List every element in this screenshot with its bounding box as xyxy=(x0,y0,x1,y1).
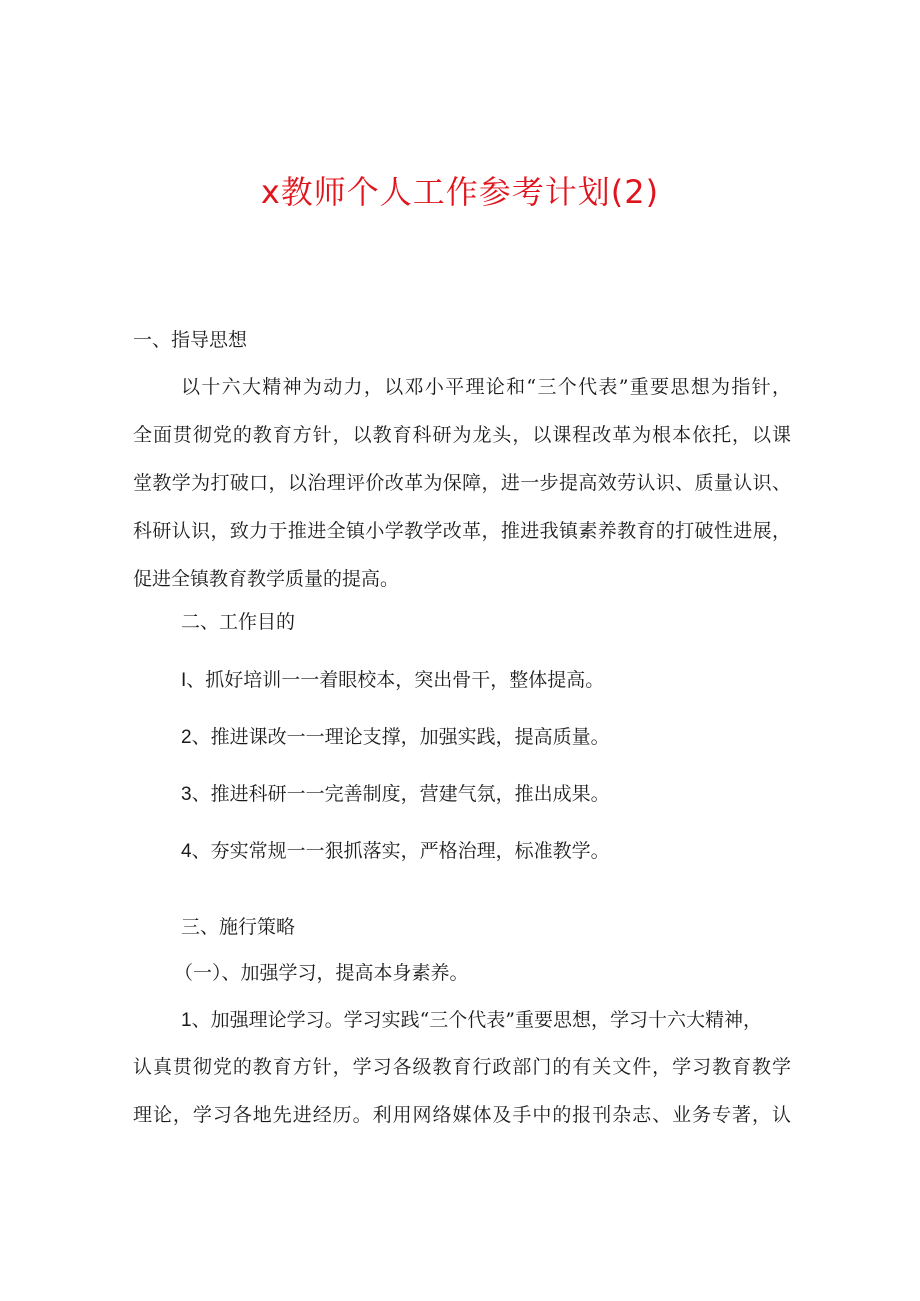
goal-item-number: 3、 xyxy=(181,784,211,805)
strategy-item-text: 加强理论学习。学习实践“三个代表”重要思想，学习十六大精神， xyxy=(210,1009,763,1031)
section1-line-4: 科研认识，致力于推进全镇小学教学改革，推进我镇素养教育的打破性进展， xyxy=(133,520,791,542)
goal-item-text: 推进课改一一理论支撑，加强实践，提高质量。 xyxy=(210,726,610,748)
section1-line-5: 促进全镇教育教学质量的提高。 xyxy=(133,568,400,590)
goal-item-4 xyxy=(181,836,610,867)
goal-item-text: 抓好培训一一着眼校本，突出骨干，整体提高。 xyxy=(205,669,605,691)
goal-item-number: I、 xyxy=(181,670,206,691)
section2-heading: 二、工作目的 xyxy=(181,611,296,633)
strategy-item-1-first-line xyxy=(181,1005,762,1036)
section3-heading: 三、施行策略 xyxy=(181,916,296,938)
goal-item-text: 推进科研一一完善制度，营建气氛，推出成果。 xyxy=(210,783,610,805)
goal-item-number: 4、 xyxy=(181,841,211,862)
section3-line-2: 认真贯彻党的教育方针，学习各级教育行政部门的有关文件，学习教育教学 xyxy=(133,1056,791,1078)
goal-item-1 xyxy=(181,665,604,696)
section1-line-2: 全面贯彻党的教育方针，以教育科研为龙头，以课程改革为根本依托，以课 xyxy=(133,424,791,446)
goal-item-number: 2、 xyxy=(181,727,211,748)
strategy-item-number: 1、 xyxy=(181,1010,211,1031)
goal-item-3 xyxy=(181,779,610,810)
document-title: x教师个人工作参考计划(2) xyxy=(260,173,660,211)
goal-item-text: 夯实常规一一狠抓落实，严格治理，标准教学。 xyxy=(210,840,610,862)
section1-heading: 一、指导思想 xyxy=(133,329,248,351)
goal-item-2 xyxy=(181,722,610,753)
section1-line-3: 堂教学为打破口，以治理评价改革为保障，进一步提高效劳认识、质量认识、 xyxy=(133,472,791,494)
section3-subheading: （一）、加强学习，提高本身素养。 xyxy=(174,962,469,984)
section3-line-3: 理论，学习各地先进经历。利用网络媒体及手中的报刊杂志、业务专著，认 xyxy=(133,1104,791,1126)
section1-line-1: 以十六大精神为动力，以邓小平理论和“三个代表”重要思想为指针， xyxy=(181,376,791,398)
